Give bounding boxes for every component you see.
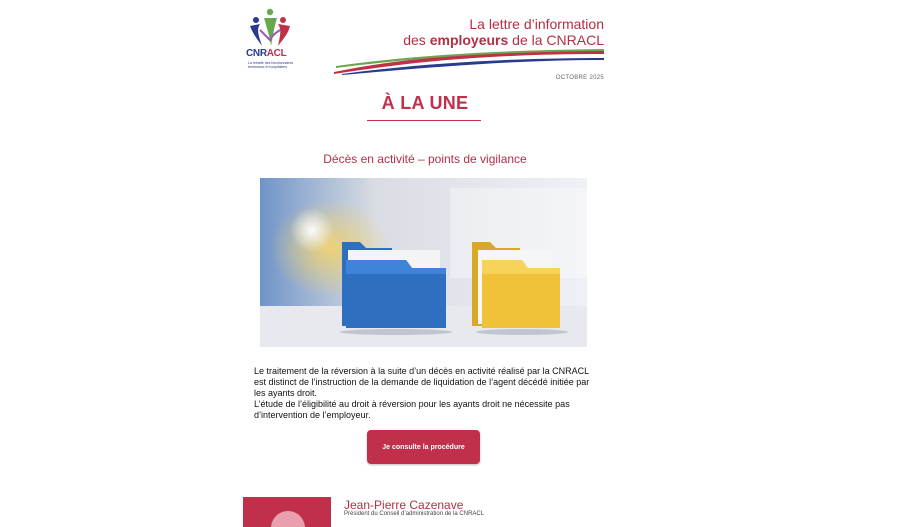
section-divider: [367, 120, 481, 121]
edito-author-photo: [243, 497, 331, 527]
logo-wordmark: CNRACL: [246, 48, 287, 59]
article-hero-image[interactable]: [260, 178, 587, 347]
avatar: [271, 511, 305, 527]
article-paragraph-1: Le traitement de la réversion à la suite d’un décès en activité réalisé par la CNRACL est distinct de l’instruction de la demande de liquidation de l’agent décédé initiée par les ayants droit.: [254, 366, 590, 398]
header-swoosh-decoration: [332, 46, 606, 76]
newsletter-title-line1: La lettre d’information: [469, 16, 604, 32]
folders-illustration: [260, 178, 587, 347]
edito-author-role: Président du Conseil d’administration de la CNRACL: [344, 511, 485, 517]
consult-procedure-button[interactable]: Je consulte la procédure: [367, 430, 480, 464]
logo-tagline: La retraite des fonctionnaires territoriaux et hospitaliers: [248, 61, 294, 69]
article-body: [254, 366, 594, 421]
section-heading: À LA UNE: [381, 93, 469, 113]
logo-figures-icon: [244, 6, 296, 50]
edito-author-name: Jean-Pierre Cazenave: [344, 498, 464, 512]
newsletter: [240, 0, 610, 517]
issue-date: OCTOBRE 2025: [555, 75, 604, 81]
newsletter-title: [403, 16, 604, 48]
newsletter-title-line2: des employeurs de la CNRACL: [403, 32, 604, 48]
cnracl-logo[interactable]: [244, 6, 296, 72]
article-title[interactable]: Décès en activité – points de vigilance: [323, 152, 527, 166]
article-paragraph-2: L’étude de l’éligibilité au droit à réversion pour les ayants droit ne nécessite pas d’intervention de l’employeur.: [254, 399, 570, 420]
